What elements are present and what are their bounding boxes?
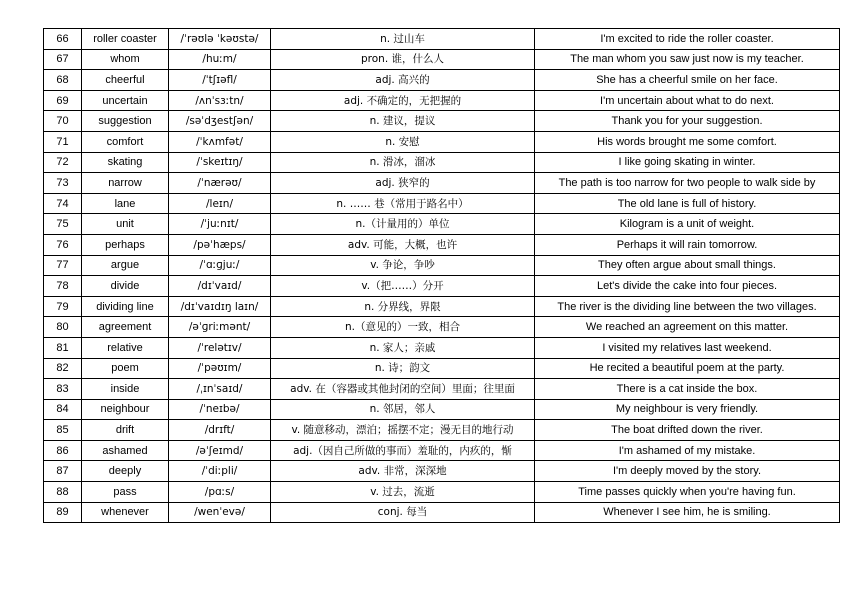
phonetic-cell: /ˈkʌmfət/ [169,131,271,152]
example-sentence-cell: The man whom you saw just now is my teacher. [535,49,840,70]
phonetic-cell: /ˈrəʊlə ˈkəʊstə/ [169,29,271,50]
example-sentence-cell: Time passes quickly when you're having fun. [535,482,840,503]
word-cell: inside [82,379,169,400]
meaning-cell: n. 建议，提议 [271,111,535,132]
meaning-cell: adj. 高兴的 [271,70,535,91]
table-row [44,29,840,50]
table-row [44,379,840,400]
word-cell: roller coaster [82,29,169,50]
word-cell: suggestion [82,111,169,132]
meaning-cell: v. 过去，流逝 [271,482,535,503]
phonetic-cell: /əˈɡriːmənt/ [169,317,271,338]
example-sentence-cell: Let's divide the cake into four pieces. [535,276,840,297]
table-row [44,90,840,111]
table-row [44,317,840,338]
word-cell: narrow [82,173,169,194]
row-number: 68 [44,70,82,91]
phonetic-cell: /leɪn/ [169,193,271,214]
table-row [44,276,840,297]
example-sentence-cell: I like going skating in winter. [535,152,840,173]
phonetic-cell: /ˈjuːnɪt/ [169,214,271,235]
row-number: 71 [44,131,82,152]
meaning-cell: v.（把……）分开 [271,276,535,297]
example-sentence-cell: Kilogram is a unit of weight. [535,214,840,235]
row-number: 83 [44,379,82,400]
vocabulary-table-body [44,29,840,523]
meaning-cell: n. …… 巷（常用于路名中） [271,193,535,214]
row-number: 79 [44,296,82,317]
phonetic-cell: /dɪˈvaɪdɪŋ laɪn/ [169,296,271,317]
example-sentence-cell: My neighbour is very friendly. [535,399,840,420]
row-number: 73 [44,173,82,194]
meaning-cell: n. 诗；韵文 [271,358,535,379]
phonetic-cell: /pɑːs/ [169,482,271,503]
word-cell: argue [82,255,169,276]
phonetic-cell: /səˈdʒestʃən/ [169,111,271,132]
table-row [44,70,840,91]
phonetic-cell: /ˈneɪbə/ [169,399,271,420]
phonetic-cell: /ˈrelətɪv/ [169,337,271,358]
word-cell: pass [82,482,169,503]
phonetic-cell: /pəˈhæps/ [169,234,271,255]
word-cell: lane [82,193,169,214]
word-cell: whom [82,49,169,70]
table-row [44,234,840,255]
word-cell: unit [82,214,169,235]
row-number: 77 [44,255,82,276]
phonetic-cell: /wenˈevə/ [169,502,271,523]
row-number: 88 [44,482,82,503]
phonetic-cell: /drɪft/ [169,420,271,441]
row-number: 85 [44,420,82,441]
meaning-cell: adj. 狭窄的 [271,173,535,194]
word-cell: ashamed [82,440,169,461]
example-sentence-cell: They often argue about small things. [535,255,840,276]
example-sentence-cell: We reached an agreement on this matter. [535,317,840,338]
example-sentence-cell: She has a cheerful smile on her face. [535,70,840,91]
word-cell: comfort [82,131,169,152]
meaning-cell: adv. 非常，深深地 [271,461,535,482]
example-sentence-cell: The old lane is full of history. [535,193,840,214]
phonetic-cell: /əˈʃeɪmd/ [169,440,271,461]
example-sentence-cell: I'm ashamed of my mistake. [535,440,840,461]
example-sentence-cell: I'm deeply moved by the story. [535,461,840,482]
table-row [44,193,840,214]
meaning-cell: v. 随意移动，漂泊；摇摆不定；漫无目的地行动 [271,420,535,441]
row-number: 84 [44,399,82,420]
phonetic-cell: /ˈskeɪtɪŋ/ [169,152,271,173]
meaning-cell: pron. 谁，什么人 [271,49,535,70]
row-number: 82 [44,358,82,379]
table-row [44,173,840,194]
word-cell: agreement [82,317,169,338]
example-sentence-cell: There is a cat inside the box. [535,379,840,400]
word-cell: drift [82,420,169,441]
phonetic-cell: /ʌnˈsɜːtn/ [169,90,271,111]
meaning-cell: n. 家人；亲戚 [271,337,535,358]
row-number: 75 [44,214,82,235]
table-row [44,255,840,276]
table-row [44,461,840,482]
row-number: 72 [44,152,82,173]
row-number: 87 [44,461,82,482]
meaning-cell: n. 邻居，邻人 [271,399,535,420]
table-row [44,337,840,358]
table-row [44,440,840,461]
phonetic-cell: /ˌɪnˈsaɪd/ [169,379,271,400]
word-cell: cheerful [82,70,169,91]
meaning-cell: adv. 可能，大概，也许 [271,234,535,255]
row-number: 66 [44,29,82,50]
table-row [44,152,840,173]
row-number: 70 [44,111,82,132]
example-sentence-cell: The path is too narrow for two people to walk side by [535,173,840,194]
meaning-cell: v. 争论，争吵 [271,255,535,276]
table-row [44,131,840,152]
word-cell: skating [82,152,169,173]
table-row [44,358,840,379]
table-row [44,214,840,235]
meaning-cell: n.（计量用的）单位 [271,214,535,235]
meaning-cell: n. 过山车 [271,29,535,50]
example-sentence-cell: Perhaps it will rain tomorrow. [535,234,840,255]
table-row [44,482,840,503]
row-number: 67 [44,49,82,70]
word-cell: poem [82,358,169,379]
row-number: 80 [44,317,82,338]
word-cell: dividing line [82,296,169,317]
meaning-cell: n. 分界线，界限 [271,296,535,317]
word-cell: neighbour [82,399,169,420]
phonetic-cell: /ˈpəʊɪm/ [169,358,271,379]
phonetic-cell: /ˈdiːpli/ [169,461,271,482]
example-sentence-cell: The river is the dividing line between the two villages. [535,296,840,317]
example-sentence-cell: I'm excited to ride the roller coaster. [535,29,840,50]
table-row [44,502,840,523]
phonetic-cell: /huːm/ [169,49,271,70]
example-sentence-cell: Whenever I see him, he is smiling. [535,502,840,523]
word-cell: deeply [82,461,169,482]
example-sentence-cell: Thank you for your suggestion. [535,111,840,132]
meaning-cell: adj. 不确定的，无把握的 [271,90,535,111]
phonetic-cell: /ˈtʃɪəfl/ [169,70,271,91]
phonetic-cell: /dɪˈvaɪd/ [169,276,271,297]
word-cell: whenever [82,502,169,523]
example-sentence-cell: His words brought me some comfort. [535,131,840,152]
row-number: 86 [44,440,82,461]
row-number: 76 [44,234,82,255]
example-sentence-cell: I'm uncertain about what to do next. [535,90,840,111]
table-row [44,111,840,132]
table-row [44,296,840,317]
meaning-cell: n. 滑冰，溜冰 [271,152,535,173]
example-sentence-cell: He recited a beautiful poem at the party. [535,358,840,379]
meaning-cell: adv. 在（容器或其他封闭的空间）里面；往里面 [271,379,535,400]
phonetic-cell: /ˈɑːɡjuː/ [169,255,271,276]
word-cell: perhaps [82,234,169,255]
meaning-cell: conj. 每当 [271,502,535,523]
table-row [44,49,840,70]
table-row [44,420,840,441]
table-row [44,399,840,420]
row-number: 89 [44,502,82,523]
row-number: 81 [44,337,82,358]
meaning-cell: n.（意见的）一致，相合 [271,317,535,338]
vocabulary-table [43,28,840,523]
phonetic-cell: /ˈnærəʊ/ [169,173,271,194]
meaning-cell: adj.（因自己所做的事而）羞耻的，内疚的，惭 [271,440,535,461]
word-cell: relative [82,337,169,358]
row-number: 69 [44,90,82,111]
word-cell: uncertain [82,90,169,111]
example-sentence-cell: I visited my relatives last weekend. [535,337,840,358]
example-sentence-cell: The boat drifted down the river. [535,420,840,441]
row-number: 78 [44,276,82,297]
word-cell: divide [82,276,169,297]
meaning-cell: n. 安慰 [271,131,535,152]
row-number: 74 [44,193,82,214]
